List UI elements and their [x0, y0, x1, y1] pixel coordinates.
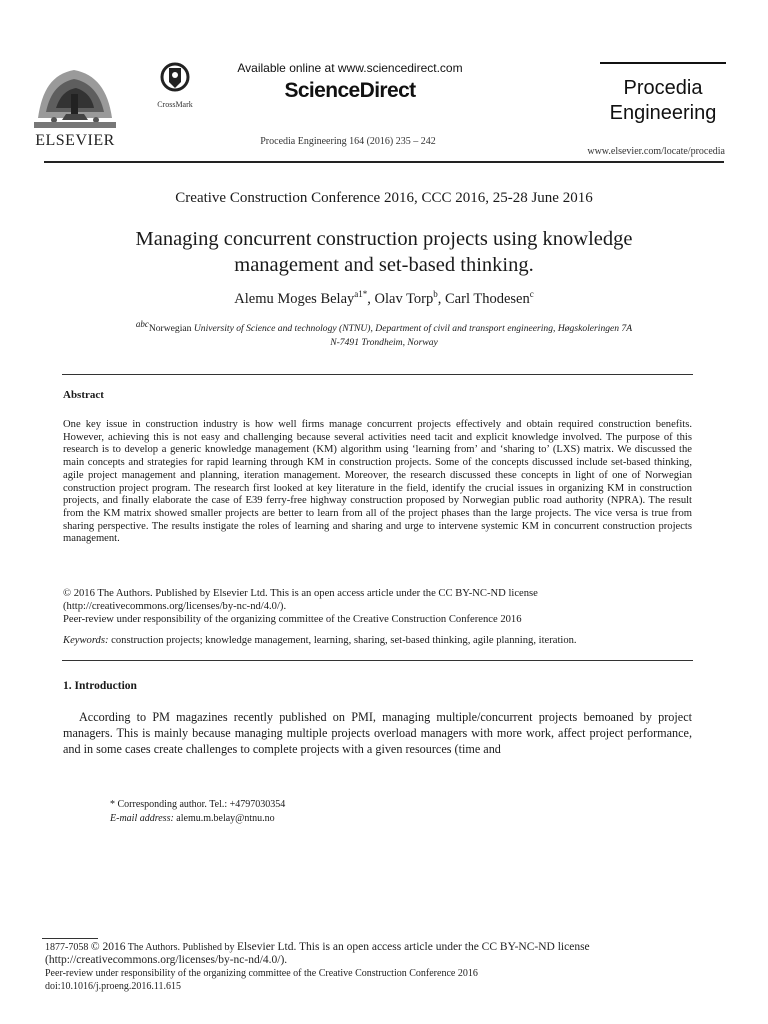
journal-url-link[interactable]: www.elsevier.com/locate/procedia	[587, 146, 725, 157]
email-label: E-mail address:	[110, 813, 174, 824]
affiliation	[40, 318, 728, 350]
keywords-label: Keywords:	[63, 635, 109, 646]
issn: 1877-7058	[45, 942, 91, 953]
email-link[interactable]: alemu.m.belay@ntnu.no	[173, 813, 275, 824]
journal-name-line1: Procedia	[623, 77, 703, 99]
author-affiliation-marker: b	[433, 289, 438, 300]
affiliation-country: Norwegian	[148, 323, 194, 334]
sciencedirect-logo[interactable]: ScienceDirect	[284, 79, 416, 102]
author-list	[40, 291, 728, 308]
affiliation-line2: N-7491 Trondheim, Norway	[330, 337, 438, 348]
header-divider	[44, 161, 724, 163]
crossmark-icon	[160, 62, 190, 94]
author-separator: ,	[367, 291, 375, 307]
elsevier-wordmark: ELSEVIER	[35, 132, 115, 149]
journal-brand	[597, 76, 729, 126]
available-online-text: Available online at www.sciencedirect.com	[237, 61, 463, 75]
brand-top-rule	[600, 62, 726, 64]
abstract-top-rule	[62, 374, 693, 375]
author-affiliation-marker: a1*	[354, 289, 368, 300]
abstract-bottom-rule	[62, 660, 693, 661]
elsevier-tree-icon	[32, 60, 118, 130]
footer-text: The Authors. Published by	[125, 942, 237, 953]
journal-name-line2: Engineering	[609, 102, 717, 124]
paper-title	[40, 226, 728, 278]
author-name: Alemu Moges Belay	[234, 291, 355, 307]
keywords	[63, 635, 692, 646]
affiliation-marker: abc	[135, 318, 149, 329]
license-link[interactable]: (http://creativecommons.org/licenses/by-nc-nd/4.0/).	[63, 600, 287, 612]
elsevier-logo	[22, 60, 128, 150]
paper-title-line1: Managing concurrent construction projects using knowledge	[135, 228, 633, 250]
footer-license-link[interactable]: (http://creativecommons.org/licenses/by-nc-nd/4.0/).	[45, 954, 288, 966]
peer-review-note: Peer-review under responsibility of the organizing committee of the Creative Construction Conference 2016	[63, 614, 522, 625]
license-notice	[63, 588, 692, 613]
crossmark-badge[interactable]	[150, 62, 200, 109]
author-name: Carl Thodesen	[445, 291, 530, 307]
paper-title-line2: management and set-based thinking.	[234, 254, 534, 276]
crossmark-label: CrossMark	[157, 100, 193, 109]
page-footer	[45, 941, 725, 993]
author-separator: ,	[437, 291, 446, 307]
copyright-symbol-year: © 2016	[90, 941, 126, 953]
author-affiliation-marker: c	[529, 289, 534, 300]
footer-license-text: This is an open access article under the CC BY-NC-ND license	[296, 941, 590, 953]
corresponding-author-footnote	[110, 798, 285, 826]
section-heading: 1. Introduction	[63, 680, 137, 692]
corresponding-author-line: * Corresponding author. Tel.: +4797030354	[110, 799, 286, 810]
abstract-body: One key issue in construction industry is how well firms manage concurrent projects effectively and obtain required construction benefits. However, achieving this is not easy and challenging because several activities need tacit and explicit knowledge involved. The purpose of this research is to develop a generic knowledge management (KM) algorithm using ‘learning from’ and ‘sharing to’ (LXS) matrix. We discussed the main concepts and strategies for rapid learning through KM in construction projects. Some of the concepts discussed include set-based thinking, agile project management and planning, iteration management. Moreover, the research discussed these concepts in light of one of Norwegian construction project program. The research first looked at key literature in the field, identify the crucial issues in organizing KM in construction projects, and finally elaborate the case of E39 ferry-free highway construction proposed by Norwegian public road authority (NPRA). The result from the KM matrix showed smaller projects are better to learn from all of the project phases than the large projects. The vice versa is true from sharing perspective. The results instigate the roles of learning and sharing and urge to intervene systemic KM in concurrent construction projects management.	[63, 419, 692, 545]
journal-reference: Procedia Engineering 164 (2016) 235 – 242	[260, 136, 436, 147]
doi-link[interactable]: doi:10.1016/j.proeng.2016.11.615	[45, 981, 182, 992]
conference-line: Creative Construction Conference 2016, CCC 2016, 25-28 June 2016	[175, 190, 593, 206]
license-line1: © 2016 The Authors. Published by Elsevier Ltd. This is an open access article under the CC BY-NC-ND license	[63, 588, 538, 599]
keywords-list: construction projects; knowledge management, learning, sharing, set-based thinking, agile planning, iteration.	[108, 635, 577, 646]
footer-rule	[42, 938, 98, 939]
abstract-heading: Abstract	[63, 389, 104, 401]
footer-publisher: Elsevier Ltd.	[236, 941, 297, 953]
affiliation-line1: University of Science and technology (NTNU), Department of civil and transport engineering, Høgskoleringen 7A	[193, 323, 633, 334]
author-name: Olav Torp	[374, 291, 434, 307]
footer-peer-review: Peer-review under responsibility of the organizing committee of the Creative Construction Conference 2016	[45, 968, 478, 979]
intro-paragraph: According to PM magazines recently published on PMI, managing multiple/concurrent projects bemoaned by project managers. This is mainly because managing multiple projects overload managers with more work, affect project performance, and in some cases create challenges to complete projects with a given resources (time and	[63, 710, 692, 756]
